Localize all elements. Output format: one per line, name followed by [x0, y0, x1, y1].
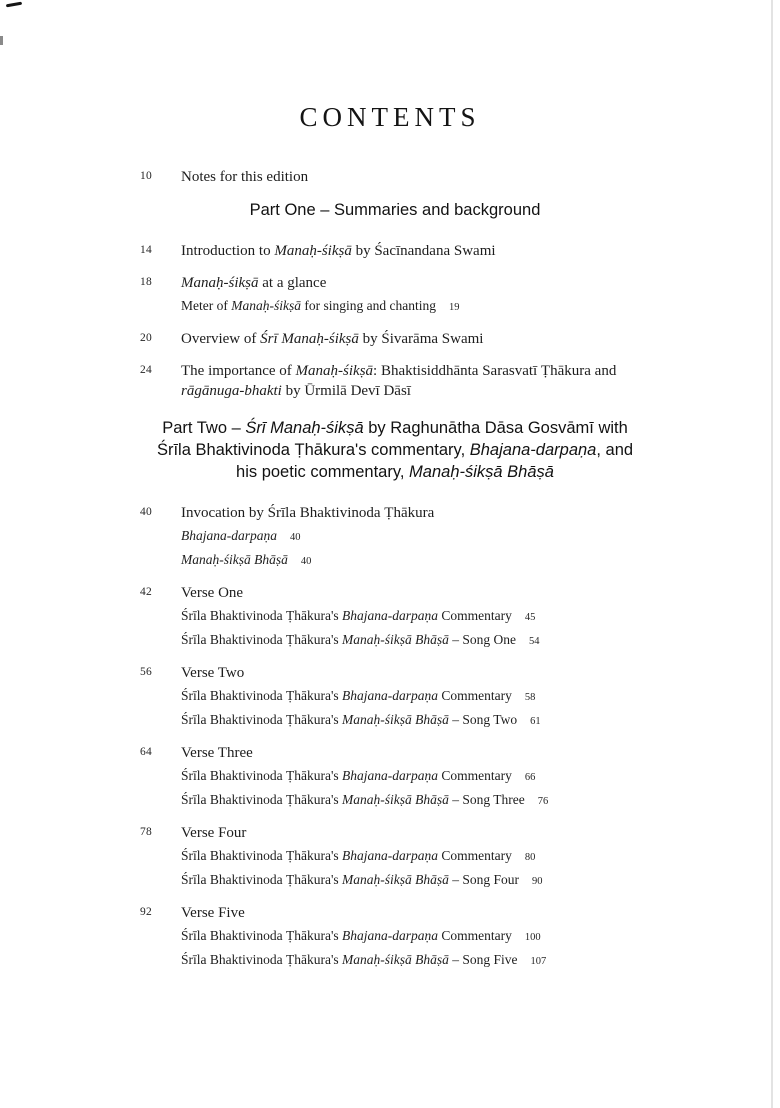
text-segment: Bhajana-darpaṇa: [469, 441, 597, 459]
toc-entry-text: [181, 503, 650, 571]
toc-entry: [140, 503, 650, 571]
text-segment: Bhajana-darpaṇa: [181, 528, 277, 543]
toc-sub-page-number: 54: [529, 636, 540, 647]
text-segment: Bhajana-darpaṇa: [342, 848, 439, 863]
toc-entry-title: [181, 743, 650, 763]
text-segment: – Song Three: [448, 792, 525, 807]
text-segment: Invocation by Śrīla Bhaktivinoda Ṭhākura: [181, 505, 435, 521]
text-segment: Śrīla Bhaktivinoda Ṭhākura's: [181, 928, 343, 943]
toc-page-number: 42: [140, 586, 153, 598]
text-segment: Part One – Summaries and background: [249, 201, 541, 219]
toc-sub-page-number: 107: [530, 956, 547, 967]
text-segment: Introduction to: [181, 243, 275, 259]
text-segment: Bhajana-darpaṇa: [342, 608, 439, 623]
text-segment: Notes for this edition: [181, 169, 309, 185]
toc-sub-entry: [181, 766, 650, 787]
toc-entry-title: [181, 903, 650, 923]
toc-entry-title: [181, 273, 650, 293]
text-segment: Commentary: [438, 688, 512, 703]
text-segment: Commentary: [438, 848, 512, 863]
text-segment: Śrīla Bhaktivinoda Ṭhākura's: [181, 608, 343, 623]
text-segment: at a glance: [258, 275, 327, 291]
toc-sub-page-number: 58: [524, 692, 536, 703]
scan-artifact-left-edge: [0, 36, 3, 45]
toc-list: [0, 133, 780, 971]
toc-sub-page-number: 61: [530, 716, 541, 727]
toc-sub-entry: [181, 296, 650, 317]
text-segment: Manaḥ-śikṣā Bhāṣā: [342, 712, 449, 727]
part-heading: [140, 199, 650, 221]
toc-sub-entry: [181, 790, 650, 811]
toc-page-number: 24: [140, 364, 153, 376]
text-segment: Śrīla Bhaktivinoda Ṭhākura's: [181, 872, 343, 887]
toc-page-number: 10: [140, 170, 153, 182]
text-segment: Verse One: [181, 585, 244, 601]
text-segment: Manaḥ-śikṣā Bhāṣā: [342, 872, 449, 887]
toc-entry: [140, 167, 650, 187]
text-segment: Verse Five: [181, 905, 245, 921]
text-segment: by Śacīnandana Swami: [351, 243, 496, 259]
toc-entry-title: [181, 167, 650, 187]
text-segment: Manaḥ-śikṣā: [295, 363, 374, 379]
toc-sub-page-number: 76: [537, 796, 549, 807]
text-segment: Manaḥ-śikṣā Bhāṣā: [181, 552, 288, 567]
part-heading-line: [140, 417, 650, 439]
text-segment: Verse Two: [181, 665, 245, 681]
toc-entry-title: [181, 361, 650, 401]
toc-entry: [140, 583, 650, 651]
text-segment: by Ūrmilā Devī Dāsī: [281, 383, 411, 399]
toc-entry-title: [181, 663, 650, 683]
toc-entry: [140, 823, 650, 891]
text-segment: Śrīla Bhaktivinoda Ṭhākura's: [181, 768, 343, 783]
toc-entry-title: [181, 241, 650, 261]
text-segment: his poetic commentary,: [236, 463, 410, 481]
text-segment: Śrīla Bhaktivinoda Ṭhākura's commentary,: [156, 441, 470, 459]
text-segment: by Raghunātha Dāsa Gosvāmī with: [363, 419, 628, 437]
toc-sub-entry: [181, 686, 650, 707]
toc-entry-text: [181, 361, 650, 401]
text-segment: Bhajana-darpaṇa: [342, 928, 439, 943]
toc-sub-entry: [181, 846, 650, 867]
text-segment: Verse Three: [181, 745, 253, 761]
contents-title: CONTENTS: [299, 102, 481, 132]
toc-sub-entry: [181, 606, 650, 627]
toc-sub-page-number: 19: [448, 302, 460, 313]
text-segment: Manaḥ-śikṣā: [274, 243, 352, 259]
part-heading: [140, 417, 650, 483]
text-segment: Śrī Manaḥ-śikṣā: [260, 331, 359, 347]
toc-entry: [140, 361, 650, 401]
toc-entry-title: [181, 503, 650, 523]
toc-entry-text: [181, 743, 650, 811]
text-segment: Verse Four: [181, 825, 247, 841]
toc-entry-text: [181, 241, 650, 261]
toc-page-number: 20: [140, 332, 153, 344]
text-segment: Śrīla Bhaktivinoda Ṭhākura's: [181, 632, 343, 647]
toc-sub-entry: [181, 630, 650, 651]
toc-entry-title: [181, 329, 650, 349]
text-segment: for singing and chanting: [300, 298, 436, 313]
text-segment: Śrīla Bhaktivinoda Ṭhākura's: [181, 712, 343, 727]
toc-entry: [140, 903, 650, 971]
toc-sub-page-number: 40: [300, 556, 312, 567]
text-segment: – Song Four: [448, 872, 520, 887]
text-segment: Bhajana-darpaṇa: [342, 768, 439, 783]
text-segment: Commentary: [438, 768, 512, 783]
text-segment: Commentary: [438, 928, 512, 943]
toc-sub-entry: [181, 950, 650, 971]
text-segment: The importance of: [181, 363, 296, 379]
part-heading-line: [140, 199, 650, 221]
toc-entry: [140, 241, 650, 261]
text-segment: – Song One: [448, 632, 517, 647]
text-segment: Overview of: [181, 331, 261, 347]
text-segment: Śrīla Bhaktivinoda Ṭhākura's: [181, 952, 343, 967]
toc-sub-entry: [181, 870, 650, 891]
text-segment: Manaḥ-śikṣā Bhāṣā: [342, 632, 449, 647]
text-segment: rāgānuga-bhakti: [181, 383, 282, 399]
toc-entry-text: [181, 663, 650, 731]
toc-sub-page-number: 90: [532, 876, 543, 887]
text-segment: – Song Five: [448, 952, 518, 967]
toc-sub-entry: [181, 550, 650, 571]
part-heading-line: [140, 439, 650, 461]
toc-page-number: 14: [140, 244, 153, 256]
toc-page-number: 64: [140, 746, 153, 758]
toc-page-number: 56: [140, 666, 153, 678]
scan-artifact-right-edge: [771, 0, 773, 1108]
toc-entry: [140, 329, 650, 349]
text-segment: Commentary: [438, 608, 512, 623]
toc-page-number: 18: [140, 276, 153, 288]
text-segment: Bhajana-darpaṇa: [342, 688, 439, 703]
text-segment: – Song Two: [448, 712, 518, 727]
text-segment: Part Two –: [162, 419, 246, 437]
toc-entry-text: [181, 273, 650, 317]
toc-sub-page-number: 40: [290, 532, 301, 543]
text-segment: Manaḥ-śikṣā Bhāṣā: [342, 792, 449, 807]
toc-sub-page-number: 45: [524, 612, 536, 623]
toc-sub-page-number: 66: [524, 772, 536, 783]
text-segment: Śrīla Bhaktivinoda Ṭhākura's: [181, 688, 343, 703]
toc-entry-text: [181, 823, 650, 891]
toc-sub-entry: [181, 710, 650, 731]
text-segment: Manaḥ-śikṣā Bhāṣā: [409, 463, 554, 481]
text-segment: Meter of: [181, 298, 232, 313]
text-segment: by Śivarāma Swami: [358, 331, 484, 347]
text-segment: Manaḥ-śikṣā Bhāṣā: [342, 952, 449, 967]
toc-entry-title: [181, 583, 650, 603]
text-segment: : Bhaktisiddhānta Sarasvatī Ṭhākura and: [373, 363, 617, 379]
text-segment: Śrī Manaḥ-śikṣā: [245, 419, 364, 437]
toc-sub-page-number: 100: [524, 932, 541, 943]
toc-entry-text: [181, 903, 650, 971]
toc-entry-text: [181, 583, 650, 651]
toc-entry: [140, 273, 650, 317]
toc-entry: [140, 663, 650, 731]
text-segment: Śrīla Bhaktivinoda Ṭhākura's: [181, 792, 343, 807]
text-segment: Manaḥ-śikṣā: [181, 275, 259, 291]
toc-page-number: 78: [140, 826, 153, 838]
toc-page-number: 92: [140, 906, 153, 918]
toc-page-number: 40: [140, 506, 153, 518]
text-segment: Manaḥ-śikṣā: [231, 298, 301, 313]
text-segment: , and: [596, 441, 634, 459]
toc-entry-text: [181, 329, 650, 349]
part-heading-line: [140, 461, 650, 483]
text-segment: Śrīla Bhaktivinoda Ṭhākura's: [181, 848, 343, 863]
toc-sub-page-number: 80: [524, 852, 536, 863]
toc-entry-text: [181, 167, 650, 187]
toc-entry-title: [181, 823, 650, 843]
toc-sub-entry: [181, 926, 650, 947]
toc-sub-entry: [181, 526, 650, 547]
toc-entry: [140, 743, 650, 811]
